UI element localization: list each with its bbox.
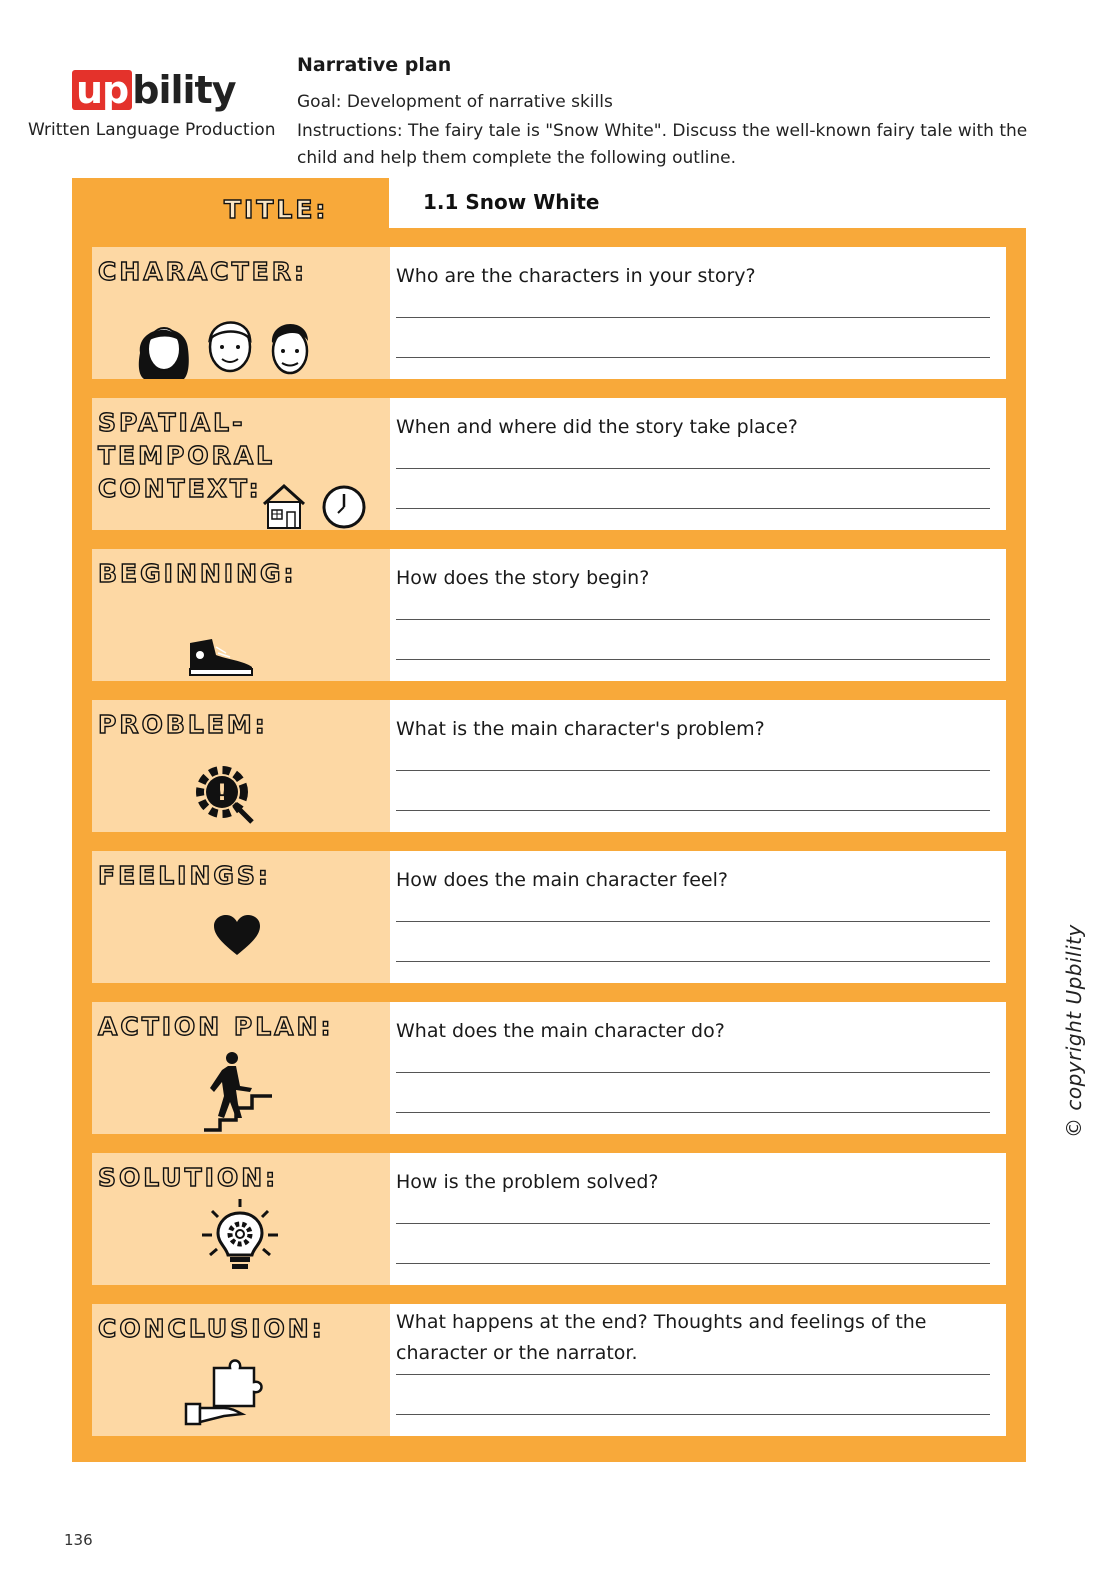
section-label: ACTION PLAN: <box>98 1012 334 1041</box>
section-answer-cell[interactable] <box>390 549 1006 681</box>
logo-subtitle: Written Language Production <box>28 120 276 140</box>
section-solution <box>92 1153 1006 1285</box>
section-answer-cell[interactable] <box>390 1304 1006 1436</box>
logo-up-mark: up <box>72 70 132 110</box>
section-feelings <box>92 851 1006 983</box>
page-number: 136 <box>64 1531 93 1549</box>
section-question: What does the main character do? <box>396 1020 725 1042</box>
answer-line[interactable] <box>396 961 990 962</box>
answer-line[interactable] <box>396 619 990 620</box>
svg-text:!: ! <box>216 781 228 806</box>
heart-icon <box>212 913 262 957</box>
answer-line[interactable] <box>396 1414 990 1415</box>
section-label: FEELINGS: <box>98 861 271 890</box>
sneaker-icon <box>186 635 256 679</box>
hand-puzzle-piece-icon <box>184 1354 274 1426</box>
house-and-clock-icon <box>260 482 370 530</box>
section-character <box>92 247 1006 379</box>
section-question: How does the main character feel? <box>396 869 728 891</box>
answer-line[interactable] <box>396 659 990 660</box>
section-label-cell <box>92 1153 390 1285</box>
answer-line[interactable] <box>396 1374 990 1375</box>
story-title: 1.1 Snow White <box>423 190 600 214</box>
title-label: TITLE: <box>224 195 329 224</box>
answer-line[interactable] <box>396 1112 990 1113</box>
answer-line[interactable] <box>396 921 990 922</box>
section-answer-cell[interactable] <box>390 1153 1006 1285</box>
section-question: What is the main character's problem? <box>396 718 765 740</box>
characters-faces-icon <box>132 313 322 379</box>
instructions-text: Instructions: The fairy tale is "Snow White". Discuss the well-known fairy tale with the child and help them complete the following outline. <box>297 121 1028 168</box>
section-label-cell <box>92 247 390 379</box>
section-question: Who are the characters in your story? <box>396 265 756 287</box>
section-label-cell <box>92 398 390 530</box>
goal-text: Goal: Development of narrative skills <box>297 92 613 112</box>
upbility-logo <box>72 70 235 110</box>
answer-line[interactable] <box>396 810 990 811</box>
section-label: SOLUTION: <box>98 1163 279 1192</box>
answer-line[interactable] <box>396 1223 990 1224</box>
section-question: When and where did the story take place? <box>396 416 798 438</box>
section-answer-cell[interactable] <box>390 247 1006 379</box>
section-question: What happens at the end? Thoughts and feelings of the character or the narrator. <box>396 1311 927 1364</box>
section-label: SPATIAL- TEMPORAL CONTEXT: <box>98 408 276 503</box>
section-label: CHARACTER: <box>98 257 307 286</box>
answer-line[interactable] <box>396 468 990 469</box>
section-question: How is the problem solved? <box>396 1171 659 1193</box>
section-answer-cell[interactable] <box>390 398 1006 530</box>
section-conclusion <box>92 1304 1006 1436</box>
lightbulb-gear-icon <box>200 1197 280 1277</box>
section-problem <box>92 700 1006 832</box>
answer-line[interactable] <box>396 317 990 318</box>
section-action-plan <box>92 1002 1006 1134</box>
answer-line[interactable] <box>396 357 990 358</box>
answer-line[interactable] <box>396 1263 990 1264</box>
section-label-cell <box>92 1002 390 1134</box>
copyright-notice: © copyright Upbility <box>1062 924 1086 1138</box>
section-label-cell <box>92 700 390 832</box>
answer-line[interactable] <box>396 508 990 509</box>
section-answer-cell[interactable] <box>390 1002 1006 1134</box>
answer-line[interactable] <box>396 1072 990 1073</box>
logo-bility-text: bility <box>132 68 236 112</box>
section-answer-cell[interactable] <box>390 851 1006 983</box>
section-label-cell <box>92 1304 390 1436</box>
page-title: Narrative plan <box>297 54 452 76</box>
gear-wrench-alert-icon <box>194 764 258 826</box>
person-climbing-stairs-icon <box>200 1052 278 1132</box>
section-label-cell <box>92 549 390 681</box>
section-answer-cell[interactable] <box>390 700 1006 832</box>
section-spatial-temporal <box>92 398 1006 530</box>
answer-line[interactable] <box>396 770 990 771</box>
section-label-cell <box>92 851 390 983</box>
section-question: How does the story begin? <box>396 567 650 589</box>
section-label: CONCLUSION: <box>98 1314 325 1343</box>
section-label: PROBLEM: <box>98 710 268 739</box>
section-label: BEGINNING: <box>98 559 297 588</box>
section-beginning <box>92 549 1006 681</box>
